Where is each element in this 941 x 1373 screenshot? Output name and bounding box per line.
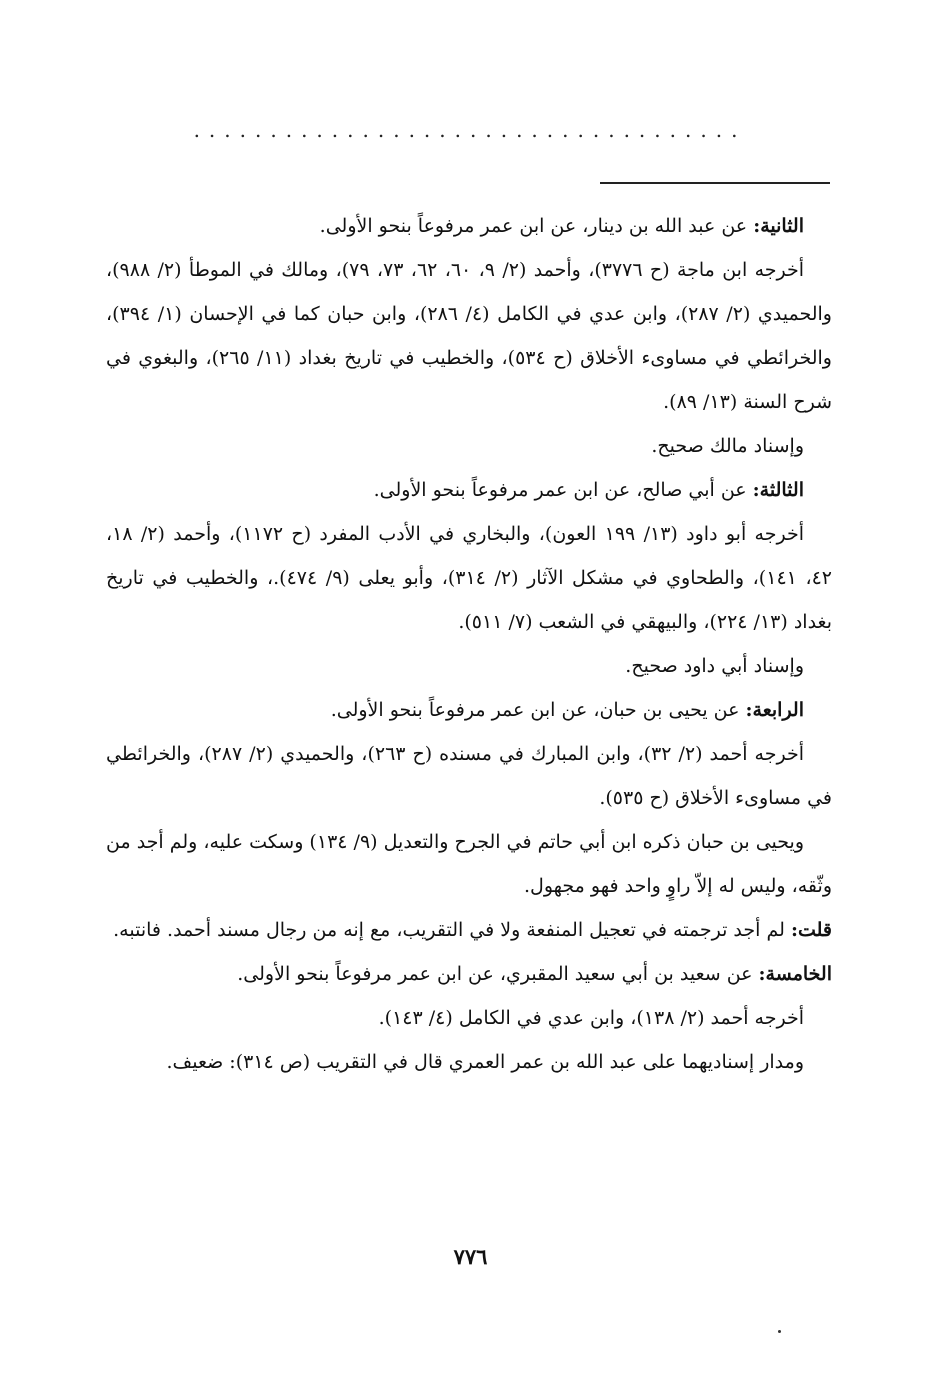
paragraph-text: ويحيى بن حبان ذكره ابن أبي حاتم في الجرح والتعديل (٩/ ١٣٤) وسكت عليه، ولم أجد من وثّقه، وليس له إلاّ راوٍ واحد فهو مجهول. [106, 831, 832, 897]
paragraph-text: عن أبي صالح، عن ابن عمر مرفوعاً بنحو الأولى. [373, 479, 753, 501]
paragraph-label: الرابعة: [745, 699, 804, 721]
paragraph-narrator-note [106, 820, 832, 908]
paragraph-grading [106, 644, 832, 688]
paragraph-label: الخامسة: [758, 963, 832, 985]
paragraph-takhrij [106, 512, 832, 644]
paragraph-text: أخرجه أبو داود (١٣/ ١٩٩ العون)، والبخاري في الأدب المفرد (ح ١١٧٢)، وأحمد (٢/ ١٨، ٤٢، ١٤١)، والطحاوي في مشكل الآثار (٢/ ٣١٤)، وأبو يعلى (٩/ ٤٧٤).، والخطيب في تاريخ بغداد (١٣/ ٢٢٤)، والبيهقي في الشعب (٧/ ٥١١). [106, 523, 832, 633]
paragraph-text: أخرجه ابن ماجة (ح ٣٧٧٦)، وأحمد (٢/ ٩، ٦٠، ٦٢، ٧٣، ٧٩)، ومالك في الموطأ (٢/ ٩٨٨)، والحميدي (٢/ ٢٨٧)، وابن عدي في الكامل (٤/ ٢٨٦)، وابن حبان كما في الإحسان (١/ ٣٩٤)، والخرائطي في مساوىء الأخلاق (ح ٥٣٤)، والخطيب في تاريخ بغداد (١١/ ٢٦٥)، والبغوي في شرح السنة (١٣/ ٨٩). [106, 259, 832, 413]
paragraph-label: قلت: [790, 919, 832, 941]
paragraph-label: الثانية: [753, 215, 804, 237]
paragraph-takhrij [106, 732, 832, 820]
paragraph-text: عن عبد الله بن دينار، عن ابن عمر مرفوعاً بنحو الأولى. [319, 215, 754, 237]
page-number: ٧٧٦ [453, 1244, 488, 1269]
paragraph-text: أخرجه أحمد (٢/ ٣٢)، وابن المبارك في مسنده (ح ٢٦٣)، والحميدي (٢/ ٢٨٧)، والخرائطي في مساوىء الأخلاق (ح ٥٣٥). [106, 743, 832, 809]
paragraph-grading [106, 424, 832, 468]
paragraph-text: لم أجد ترجمته في تعجيل المنفعة ولا في التقريب، مع إنه من رجال مسند أحمد. فانتبه. [113, 919, 791, 941]
dotted-separator: .................................... [193, 118, 747, 142]
paragraph-text: أخرجه أحمد (٢/ ١٣٨)، وابن عدي في الكامل (٤/ ١٤٣). [378, 1007, 804, 1029]
print-speck [778, 1330, 781, 1333]
paragraph-text: وإسناد مالك صحيح. [651, 435, 804, 457]
paragraph-takhrij [106, 996, 832, 1040]
footnote-rule [600, 182, 830, 184]
paragraph-text: وإسناد أبي داود صحيح. [625, 655, 804, 677]
paragraph-label: الثالثة: [752, 479, 804, 501]
paragraph-author-note [106, 908, 832, 952]
paragraph-text: عن يحيى بن حبان، عن ابن عمر مرفوعاً بنحو الأولى. [330, 699, 746, 721]
paragraph-second-route [106, 204, 832, 248]
paragraph-fourth-route [106, 688, 832, 732]
paragraph-takhrij [106, 248, 832, 424]
paragraph-text: ومدار إسناديهما على عبد الله بن عمر العمري قال في التقريب (ص ٣١٤): ضعيف. [166, 1051, 804, 1073]
paragraph-grading [106, 1040, 832, 1084]
paragraph-text: عن سعيد بن أبي سعيد المقبري، عن ابن عمر مرفوعاً بنحو الأولى. [237, 963, 759, 985]
footnote-body [106, 204, 832, 1084]
paragraph-third-route [106, 468, 832, 512]
paragraph-fifth-route [106, 952, 832, 996]
